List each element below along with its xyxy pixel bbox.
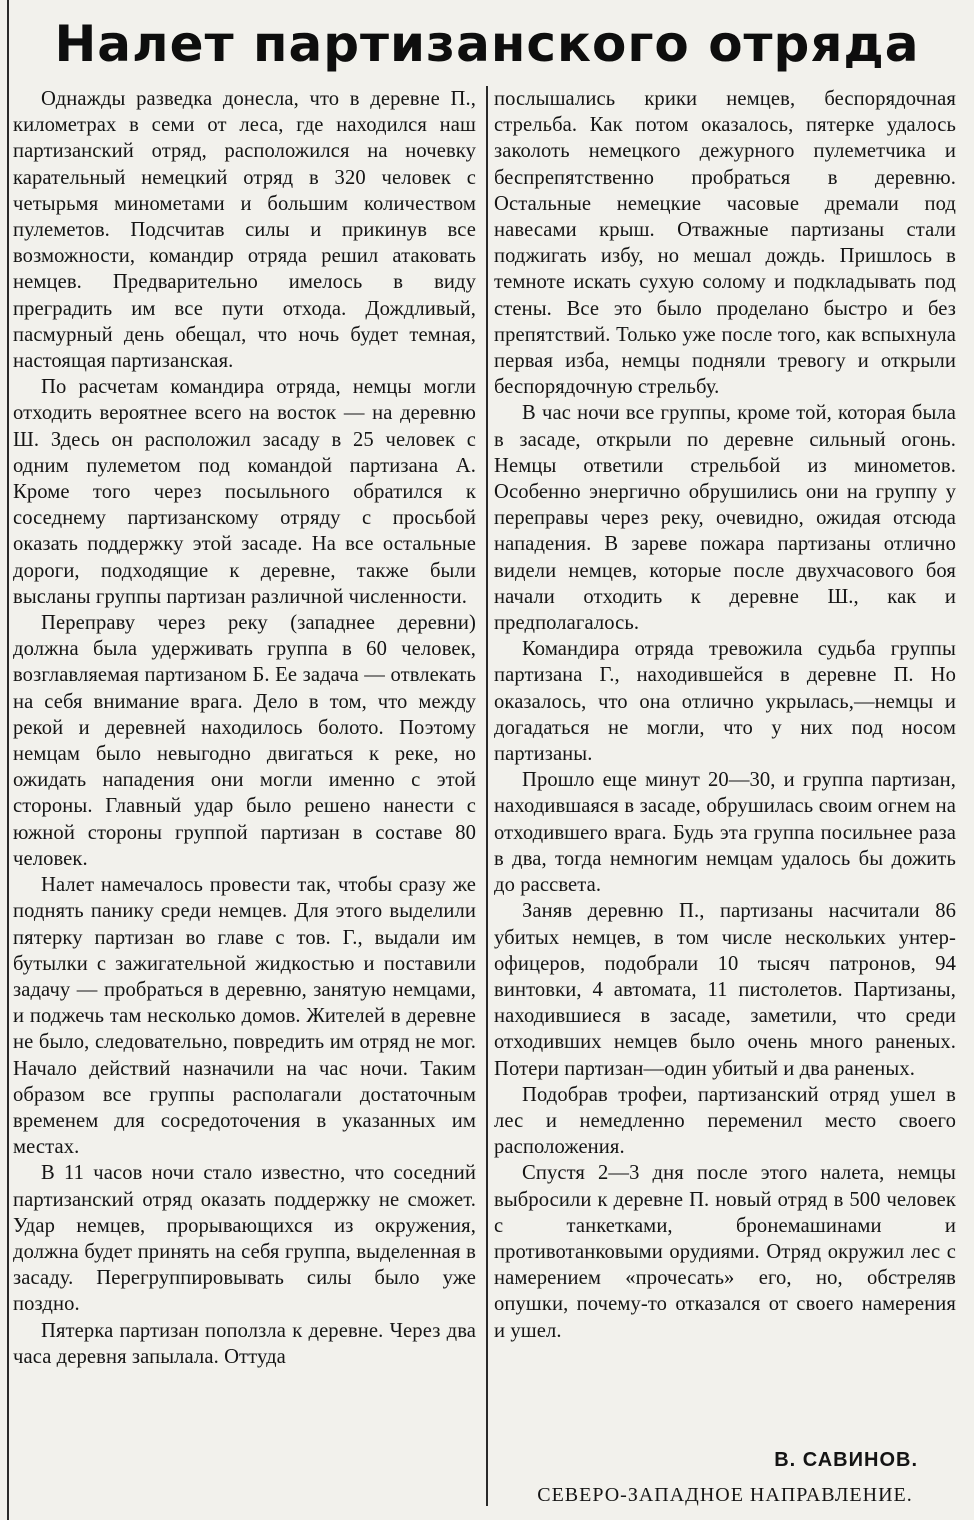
paragraph-continued: послышались крики немцев, беспорядочная стрельба. Как потом оказалось, пятерке удалось заколоть немецкого дежурного пулеметчика и беспрепятственно пробраться в деревню. Остальные немецкие часовые дремали под навесами крыш. Отважные партизаны стали поджигать избу, но мешал дождь. Пришлось в темноте искать сухую солому и подкладывать под стены. Все это было проделано быстро и без препятствий. Только уже после того, как вспыхнула первая изба, немцы подняли тревогу и открыли беспорядочную стрельбу. (494, 88, 956, 399)
paragraph: Командира отряда тревожила судьба группы партизана Г., находившейся в деревне П. Но оказалось, что она отлично укрылась,—немцы и догадаться не могли, что у них под носом партизаны. (494, 638, 956, 766)
dateline: СЕВЕРО-ЗАПАДНОЕ НАПРАВЛЕНИЕ. (537, 1484, 913, 1506)
paragraph: Переправу через реку (западнее деревни) должна была удерживать группа в 60 человек, возглавляемая партизаном Б. Ее задача — отвлекать на себя внимание врага. Дело в том, что между рекой и деревней находилось болото. Поэтому немцам было невыгодно двигаться к реке, но ожидать нападения они могли именно с этой стороны. Главный удар было решено нанести с южной стороны группой партизан в составе 80 человек. (13, 612, 476, 870)
paragraph: Пятерка партизан поползла к деревне. Через два часа деревня запылала. Оттуда (13, 1319, 476, 1368)
paragraph: Прошло еще минут 20—30, и группа партизан, находившаяся в засаде, обрушилась своим огнем на отходившего врага. Будь эта группа посильнее раза в два, тогда немногим немцам удалось бы дожить до рассвета. (494, 769, 956, 897)
right-column (494, 86, 956, 1344)
paragraph: В час ночи все группы, кроме той, которая была в засаде, открыли по деревне сильный огонь. Немцы ответили стрельбой из минометов. Особенно энергично обрушились они на группу у переправы через реку, очевидно, ожидая отсюда нападения. В зареве пожара партизаны отлично видели немцев, которые после двухчасового боя начали отходить к деревне Ш., как и предполагалось. (494, 402, 956, 635)
paragraph: Налет намечалось провести так, чтобы сразу же поднять панику среди немцев. Для этого выделили пятерку партизан во главе с тов. Г., выдали им бутылки с зажигательной жидкостью и поставили задачу — пробраться в деревню, занятую немцами, и поджечь там несколько домов. Жителей в деревне не было, следовательно, повредить им отряд не мог. Начало действий назначили на час ночи. Таким образом все группы располагали достаточным временем для сосредоточения в указанных им местах. (13, 874, 476, 1159)
column-divider (486, 86, 488, 1506)
article-headline: Налет партизанского отряда (54, 15, 920, 73)
page-edge-rule (7, 0, 9, 1520)
paragraph: Спустя 2—3 дня после этого налета, немцы выбросили к деревне П. новый отряд в 500 человек с танкетками, бронемашинами и противотанковыми орудиями. Отряд окружил лес с намерением «прочесать» его, но, обстреляв опушки, почему-то отказался от своего намерения и ушел. (494, 1162, 956, 1342)
paragraph: В 11 часов ночи стало известно, что соседний партизанский отряд оказать поддержку не сможет. Удар немцев, прорывающихся из окружения, должна будет принять на себя группа, выделенная в засаду. Перегруппировывать силы было уже поздно. (13, 1162, 476, 1316)
paragraph: Подобрав трофеи, партизанский отряд ушел в лес и немедленно переменил место своего расположения. (494, 1083, 956, 1159)
left-column (13, 86, 476, 1370)
paragraph: Заняв деревню П., партизаны насчитали 86 убитых немцев, в том числе нескольких унтер-офицеров, подобрали 10 тысяч патронов, 94 винтовки, 4 автомата, 11 пистолетов. Партизаны, находившиеся в засаде, заметили, что среди отходивших немцев было очень много раненых. Потери партизан—один убитый и два раненых. (494, 900, 956, 1080)
author-signature: В. САВИНОВ. (774, 1449, 918, 1471)
paragraph: Однажды разведка донесла, что в деревне П., километрах в семи от леса, где находился наш партизанский отряд, расположился на ночевку карательный немецкий отряд в 320 человек с четырьмя минометами и большим количеством пулеметов. Подсчитав силы и прикинув все возможности, командир отряда решил атаковать немцев. Предварительно имелось в виду преградить им все пути отхода. Дождливый, пасмурный день обещал, что ночь будет темная, настоящая партизанская. (13, 88, 476, 373)
paragraph: По расчетам командира отряда, немцы могли отходить вероятнее всего на восток — на деревню Ш. Здесь он расположил засаду в 25 человек с одним пулеметом под командой партизана А. Кроме того через посыльного обратился к соседнему партизанскому отряду с просьбой оказать поддержку этой засаде. На все остальные дороги, подходящие к деревне, также были высланы группы партизан различной численности. (13, 376, 476, 608)
